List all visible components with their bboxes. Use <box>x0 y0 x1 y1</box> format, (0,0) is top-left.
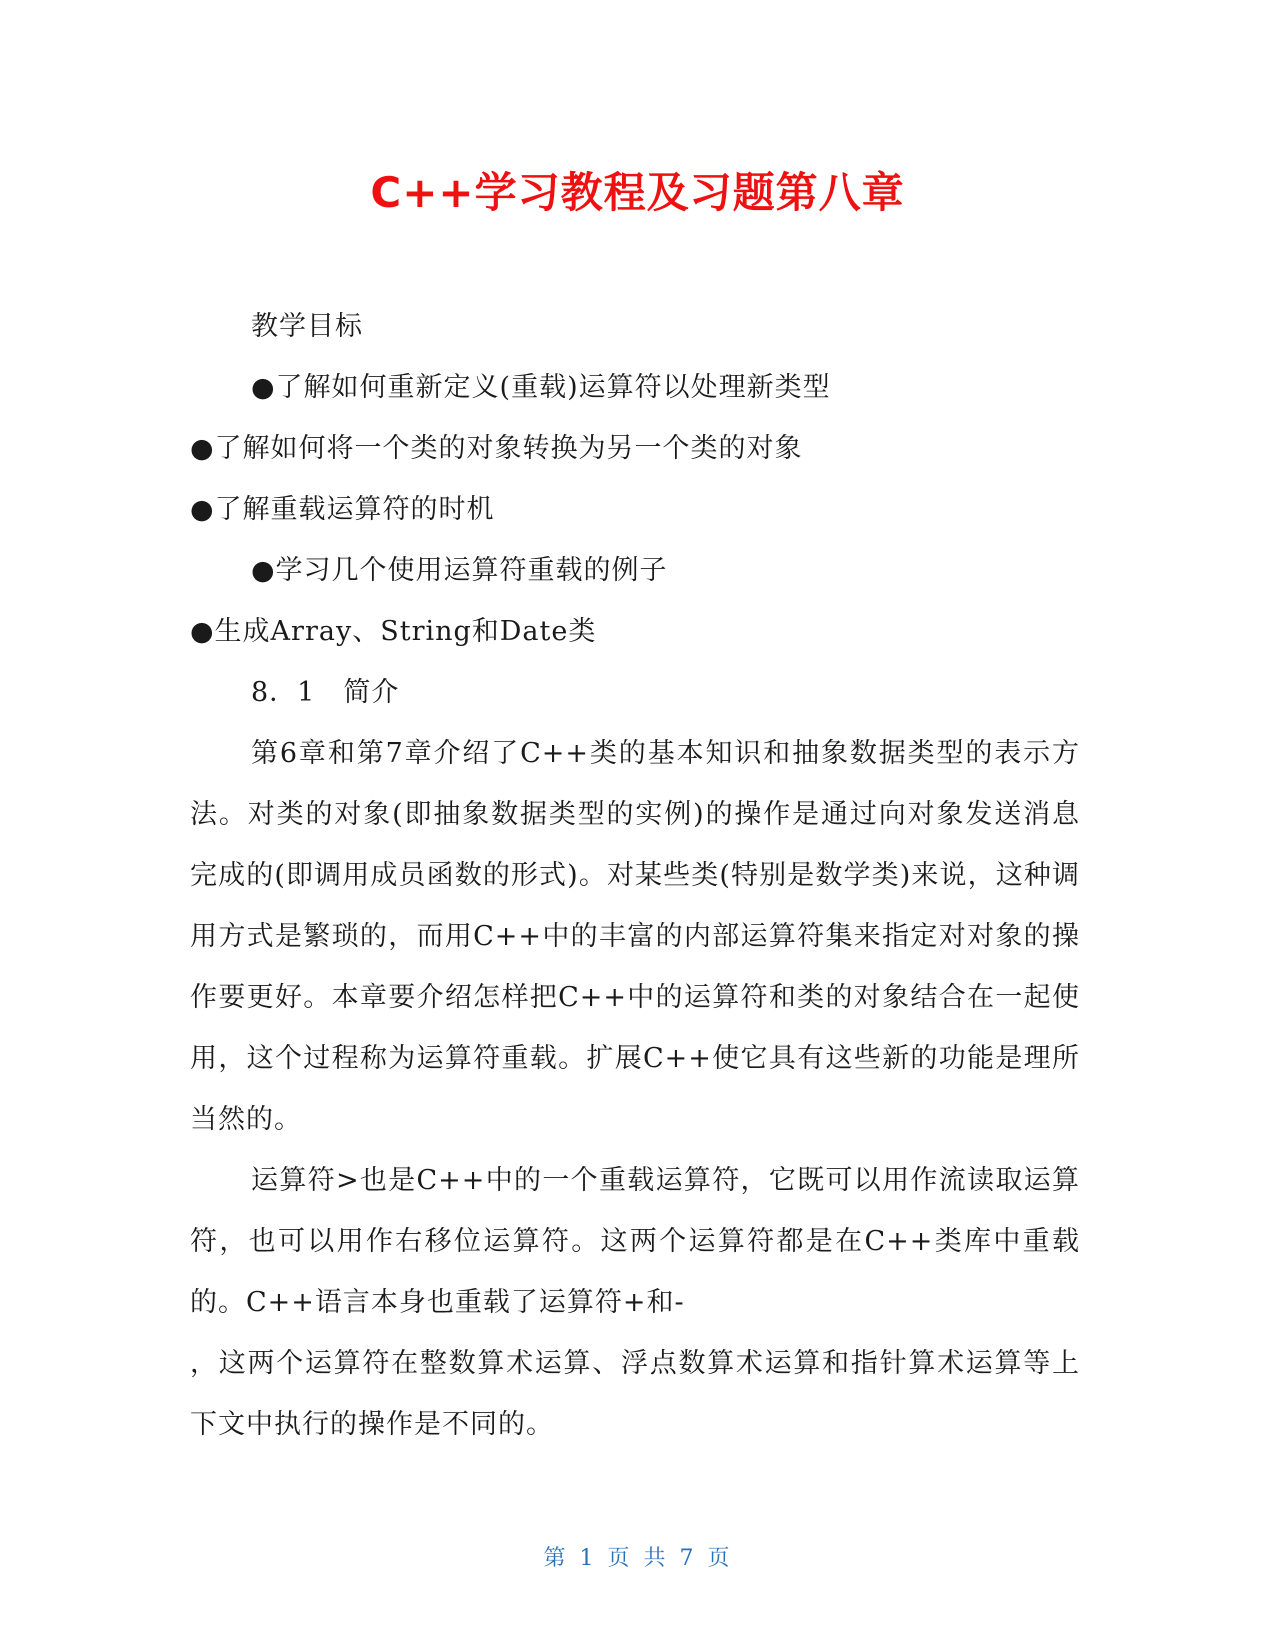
objective-item: ●了解如何将一个类的对象转换为另一个类的对象 <box>190 433 803 464</box>
footer-total-pages: 7 <box>679 1546 696 1571</box>
objective-item: ●了解重载运算符的时机 <box>190 494 495 525</box>
footer-suffix: 页 <box>707 1546 732 1571</box>
section-heading: 8．1 简介 <box>251 677 400 708</box>
document-body <box>190 296 1080 1455</box>
objective-item: ●学习几个使用运算符重载的例子 <box>251 555 668 586</box>
footer-total-prefix: 共 <box>643 1546 668 1571</box>
paragraph: 第6章和第7章介绍了C++类的基本知识和抽象数据类型的表示方法。对类的对象(即抽象数据类型的实例)的操作是通过向对象发送消息完成的(即调用成员函数的形式)。对某些类(特别是数学类)来说，这种调用方式是繁琐的，而用C++中的丰富的内部运算符集来指定对对象的操作要更好。本章要介绍怎样把C++中的运算符和类的对象结合在一起使用，这个过程称为运算符重载。扩展C++使它具有这些新的功能是理所当然的。 <box>190 738 1080 1135</box>
footer-mid: 页 <box>607 1546 632 1571</box>
objective-item: ●了解如何重新定义(重载)运算符以处理新类型 <box>251 372 831 403</box>
page-title: C++学习教程及习题第八章 <box>370 168 905 217</box>
page-footer <box>0 1541 1275 1572</box>
footer-page-number: 1 <box>579 1546 596 1571</box>
objective-item: ●生成Array、String和Date类 <box>190 616 597 647</box>
objectives-heading: 教学目标 <box>251 311 363 342</box>
paragraph: 运算符>也是C++中的一个重载运算符，它既可以用作流读取运算符，也可以用作右移位运算符。这两个运算符都是在C++类库中重载的。C++语言本身也重载了运算符+和- <box>190 1165 1080 1318</box>
paragraph: ，这两个运算符在整数算术运算、浮点数算术运算和指针算术运算等上下文中执行的操作是不同的。 <box>190 1348 1080 1440</box>
footer-prefix: 第 <box>543 1546 568 1571</box>
